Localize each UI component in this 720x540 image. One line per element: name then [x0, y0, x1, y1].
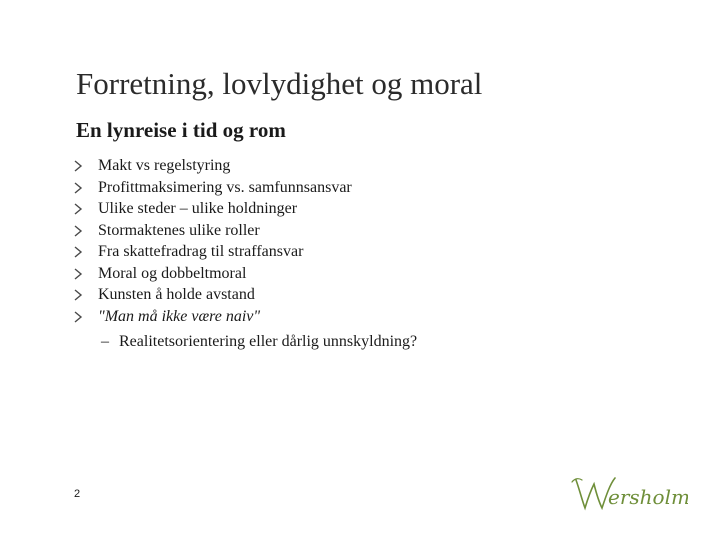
chevron-right-icon: [72, 289, 84, 301]
chevron-right-icon: [72, 182, 84, 194]
company-logo: [570, 470, 688, 516]
chevron-right-icon: [72, 246, 84, 258]
bullet-list: [72, 155, 352, 327]
chevron-right-icon: [72, 311, 84, 323]
bullet-text: Stormaktenes ulike roller: [98, 221, 260, 239]
bullet-text: Ulike steder – ulike holdninger: [98, 200, 298, 217]
bullet-item: [72, 220, 352, 242]
chevron-right-icon: [72, 225, 84, 237]
sub-bullet-dash: –: [101, 333, 109, 350]
chevron-right-icon: [72, 203, 84, 215]
bullet-text: Kunsten å holde avstand: [98, 286, 255, 303]
bullet-text: Fra skattefradrag til straffansvar: [98, 243, 304, 260]
slide-subtitle: En lynreise i tid og rom: [76, 118, 286, 142]
sub-bullet-text: Realitetsorientering eller dårlig unnskyldning?: [119, 333, 418, 350]
bullet-item: [72, 241, 352, 263]
bullet-text: "Man må ikke være naiv": [98, 307, 261, 325]
sub-bullet-item: [101, 333, 417, 351]
chevron-right-icon: [72, 160, 84, 172]
bullet-item: [72, 177, 352, 199]
bullet-item: [72, 306, 352, 328]
bullet-item: [72, 263, 352, 285]
bullet-item: [72, 284, 352, 306]
bullet-text: Makt vs regelstyring: [98, 157, 231, 174]
chevron-right-icon: [72, 268, 84, 280]
bullet-item: [72, 155, 352, 177]
slide-title: Forretning, lovlydighet og moral: [76, 66, 483, 101]
page-number: 2: [74, 488, 81, 500]
bullet-text: Profittmaksimering vs. samfunnsansvar: [98, 178, 352, 196]
bullet-text: Moral og dobbeltmoral: [98, 264, 247, 282]
bullet-item: [72, 198, 352, 220]
logo-text: ersholm: [608, 485, 688, 509]
